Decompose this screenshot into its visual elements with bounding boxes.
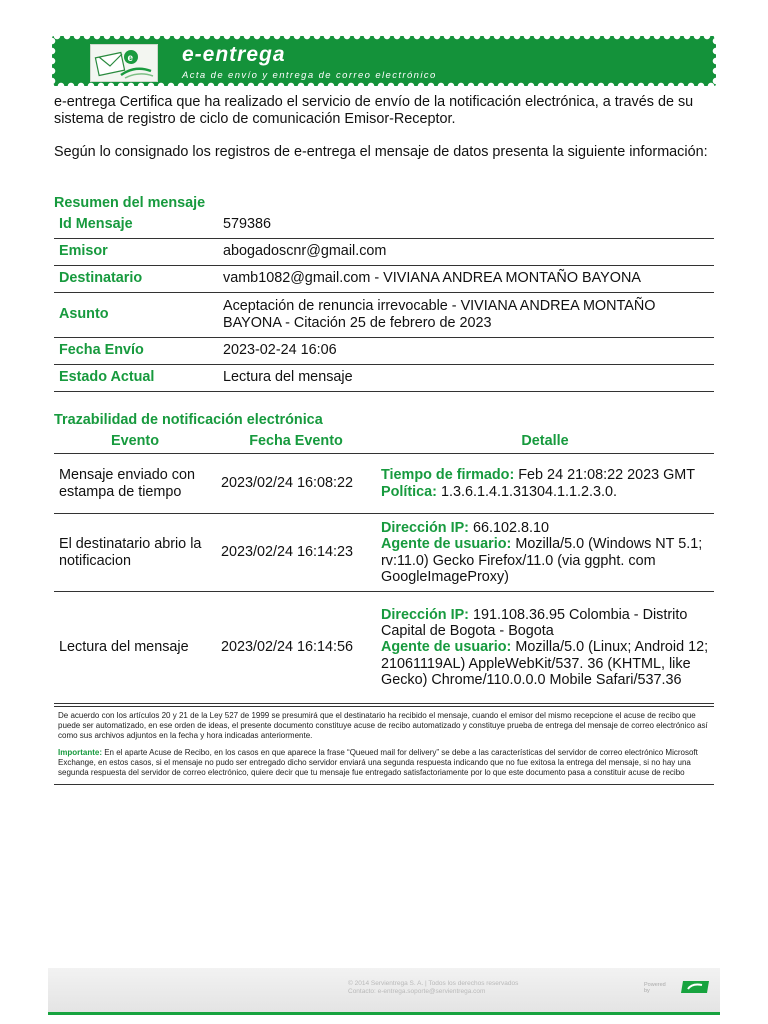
intro-text <box>54 94 716 177</box>
servientrega-logo-icon <box>680 980 710 994</box>
detail-key: Agente de usuario: <box>381 536 512 553</box>
detail-key: Dirección IP: <box>381 606 469 623</box>
summary-value: vamb1082@gmail.com - VIVIANA ANDREA MONTAÑO BAYONA <box>218 265 714 292</box>
summary-label: Estado Actual <box>54 364 218 391</box>
legal-notice <box>54 706 714 785</box>
detail-value: 66.102.8.10 <box>468 519 549 536</box>
important-text: En el aparte Acuse de Recibo, en los casos en que aparece la frase “Queued mail for delivery” se debe a las características del servidor de correo electrónico Microsoft Exchange, en estos casos, si el mensaje no pudo ser entregado dicho servidor enviará una segunda respuesta indicando que no fue exitosa la entrega del mensaje, si no hay una segunda respuesta del servidor de correo electrónico, quiere decir que tu mensaje fue entregado satisfactoriamente por lo que este documento pasa a constituir acuse de recibo <box>58 748 698 777</box>
brand-title: e-entrega <box>182 43 286 66</box>
svg-text:e: e <box>127 53 134 64</box>
detail-value: Feb 24 21:08:22 2023 GMT <box>514 467 696 484</box>
summary-title: Resumen del mensaje <box>54 195 206 211</box>
banner-edge <box>711 36 716 86</box>
summary-label: Emisor <box>54 238 218 265</box>
footer-contact: Contacto: e-entrega.soporte@servientrega.com <box>348 988 486 995</box>
trace-detail <box>376 592 714 704</box>
trace-event: Mensaje enviado con estampa de tiempo <box>54 454 216 514</box>
summary-table <box>54 211 714 392</box>
detail-value: Mozilla/5.0 (Linux; Android 12; 21061119AL) AppleWebKit/537. 36 (KHTML, like Gecko) Chrome/110.0.0.0 Mobile Safari/537.36 <box>381 639 709 688</box>
table-row <box>54 364 714 391</box>
detail-key: Tiempo de firmado: <box>381 467 515 484</box>
summary-label: Asunto <box>54 292 218 337</box>
detail-value: Mozilla/5.0 (Windows NT 5.1; rv:11.0) Gecko Firefox/11.0 (via ggpht. com GoogleImageProxy) <box>381 536 703 585</box>
detail-value: 1.3.6.1.4.1.31304.1.1.2.3.0. <box>436 483 618 500</box>
trace-header-row <box>54 431 714 454</box>
e-entrega-logo-icon <box>90 44 158 82</box>
detail-key: Política: <box>381 483 437 500</box>
trace-table <box>54 431 714 704</box>
summary-value: Aceptación de renuncia irrevocable - VIVIANA ANDREA MONTAÑO BAYONA - Citación 25 de febrero de 2023 <box>218 292 714 337</box>
detail-key: Agente de usuario: <box>381 639 512 656</box>
table-row <box>54 514 714 592</box>
trace-detail <box>376 454 714 514</box>
intro-paragraph: e-entrega Certifica que ha realizado el servicio de envío de la notificación electrónica, a través de su sistema de registro de ciclo de comunicación Emisor-Receptor. <box>54 94 694 127</box>
summary-label: Fecha Envío <box>54 337 218 364</box>
table-row <box>54 592 714 704</box>
detail-value: 191.108.36.95 Colombia - Distrito Capital de Bogota - Bogota <box>381 606 688 640</box>
table-row <box>54 265 714 292</box>
brand-subtitle: Acta de envío y entrega de correo electrónico <box>182 70 437 81</box>
header-detail: Detalle <box>376 431 714 454</box>
header-date: Fecha Evento <box>216 431 376 454</box>
trace-detail <box>376 514 714 592</box>
trace-date: 2023/02/24 16:14:56 <box>216 592 376 704</box>
summary-value: 2023-02-24 16:06 <box>218 337 714 364</box>
important-label: Importante: <box>58 748 102 757</box>
trace-title: Trazabilidad de notificación electrónica <box>54 412 323 428</box>
table-row <box>54 211 714 238</box>
summary-value: abogadoscnr@gmail.com <box>218 238 714 265</box>
footer <box>48 968 720 1015</box>
trace-event: Lectura del mensaje <box>54 592 216 704</box>
powered-by-label: Powered by <box>644 982 666 994</box>
header-event: Evento <box>54 431 216 454</box>
legal-paragraph: De acuerdo con los artículos 20 y 21 de la Ley 527 de 1999 se presumirá que el destinatario ha recibido el mensaje, cuando el emisor del mismo recepcione el acuse de recibo que puede ser automatizado, en ese orden de ideas, el presente documento constituye acuse de recibo automatizado y constituye prueba de entrega del mensaje de correo electrónico así como sus archivos adjuntos en la fecha y hora indicadas anteriormente. <box>58 711 708 740</box>
header-banner <box>52 36 716 86</box>
trace-date: 2023/02/24 16:14:23 <box>216 514 376 592</box>
table-row <box>54 292 714 337</box>
table-row <box>54 454 714 514</box>
detail-key: Dirección IP: <box>381 519 469 536</box>
intro-paragraph: Según lo consignado los registros de e-entrega el mensaje de datos presenta la siguiente información: <box>54 144 708 160</box>
summary-label: Id Mensaje <box>54 211 218 238</box>
legal-paragraph <box>58 748 710 778</box>
trace-date: 2023/02/24 16:08:22 <box>216 454 376 514</box>
trace-event: El destinatario abrio la notificacion <box>54 514 216 592</box>
table-row <box>54 238 714 265</box>
summary-value: 579386 <box>218 211 714 238</box>
footer-text <box>348 980 518 996</box>
summary-value: Lectura del mensaje <box>218 364 714 391</box>
summary-label: Destinatario <box>54 265 218 292</box>
banner-edge <box>52 36 57 86</box>
table-row <box>54 337 714 364</box>
footer-copyright: © 2014 Servientrega S. A. | Todos los derechos reservados <box>348 980 519 987</box>
